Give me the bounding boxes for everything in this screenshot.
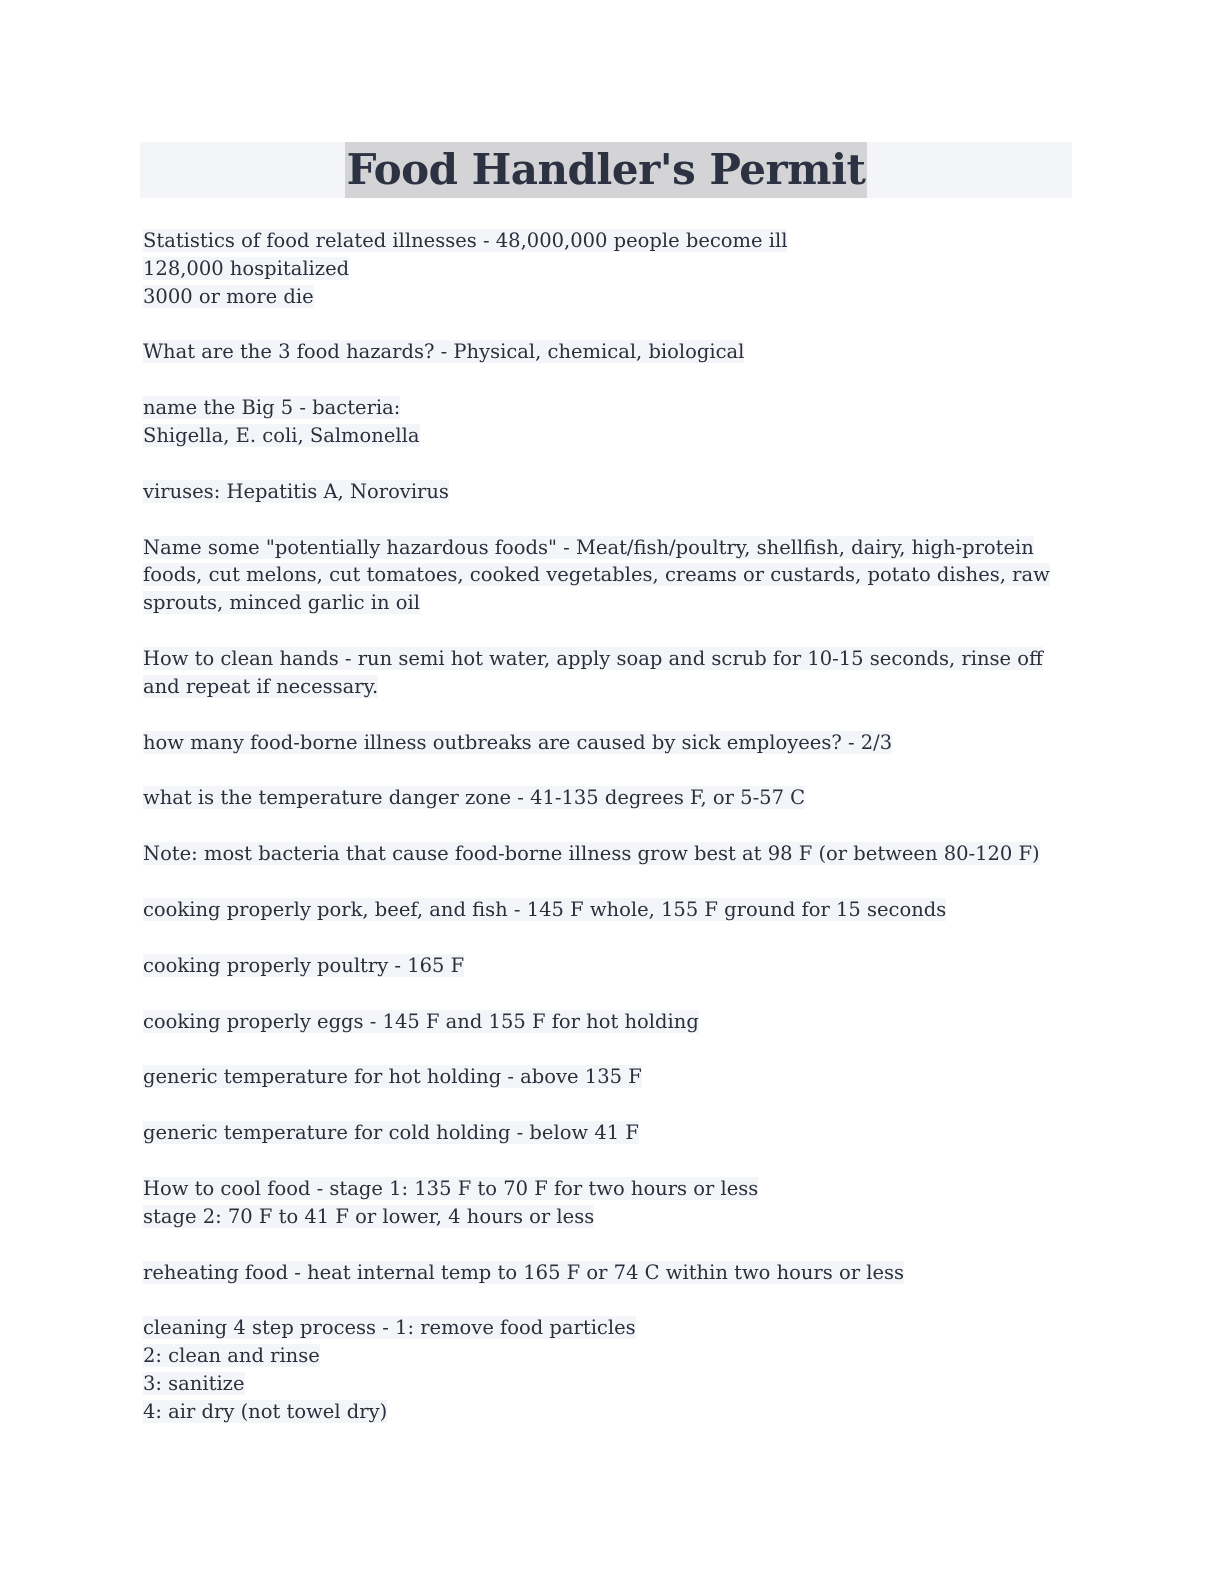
title-band (140, 142, 1072, 198)
flashcard-entry (143, 840, 1075, 868)
flashcard-entry (143, 784, 1075, 812)
flashcard-entry (143, 394, 1075, 450)
flashcard-entry (143, 896, 1075, 924)
entry-line: How to cool food - stage 1: 135 F to 70 F for two hours or less (143, 1176, 759, 1200)
flashcard-entry (143, 729, 1075, 757)
entry-line: how many food-borne illness outbreaks are caused by sick employees? - 2/3 (143, 730, 893, 754)
entry-line: generic temperature for cold holding - below 41 F (143, 1121, 639, 1145)
entry-line: 3: sanitize (143, 1371, 245, 1395)
entry-line: cooking properly poultry - 165 F (143, 953, 465, 977)
entry-line: cleaning 4 step process - 1: remove food particles (143, 1316, 636, 1340)
entry-line: generic temperature for hot holding - above 135 F (143, 1065, 642, 1089)
entry-line: viruses: Hepatitis A, Norovirus (143, 479, 449, 503)
entry-line: 128,000 hospitalized (143, 256, 350, 280)
flashcard-entry (143, 1175, 1075, 1231)
flashcard-entry (143, 952, 1075, 980)
flashcard-list (143, 227, 1075, 1454)
entry-line: cooking properly pork, beef, and fish - 145 F whole, 155 F ground for 15 seconds (143, 897, 947, 921)
entry-line: reheating food - heat internal temp to 165 F or 74 C within two hours or less (143, 1260, 905, 1284)
entry-line: Note: most bacteria that cause food-borne illness grow best at 98 F (or between 80-120 F) (143, 842, 1040, 866)
flashcard-entry (143, 478, 1075, 506)
flashcard-entry (143, 1063, 1075, 1091)
entry-line: stage 2: 70 F to 41 F or lower, 4 hours or less (143, 1204, 595, 1228)
page-title: Food Handler's Permit (345, 142, 868, 198)
flashcard-entry (143, 534, 1075, 617)
entry-line: 4: air dry (not towel dry) (143, 1399, 388, 1423)
flashcard-entry (143, 645, 1075, 701)
entry-line: Shigella, E. coli, Salmonella (143, 423, 420, 447)
entry-line: what is the temperature danger zone - 41-135 degrees F, or 5-57 C (143, 786, 806, 810)
entry-line: name the Big 5 - bacteria: (143, 396, 401, 420)
entry-paragraph: How to clean hands - run semi hot water, apply soap and scrub for 10-15 seconds, rinse off and repeat if necessary. (143, 646, 1043, 698)
flashcard-entry (143, 1119, 1075, 1147)
entry-line: Statistics of food related illnesses - 48,000,000 people become ill (143, 229, 788, 252)
flashcard-entry (143, 1314, 1075, 1425)
entry-line: 2: clean and rinse (143, 1344, 320, 1368)
entry-line: cooking properly eggs - 145 F and 155 F for hot holding (143, 1009, 699, 1033)
entry-paragraph: Name some "potentially hazardous foods" - Meat/fish/poultry, shellfish, dairy, high-protein foods, cut melons, cut tomatoes, cooked vegetables, creams or custards, potato dishes, raw sprouts, minced garlic in oil (143, 535, 1050, 615)
flashcard-entry (143, 1008, 1075, 1036)
flashcard-entry (143, 227, 1075, 310)
entry-line: 3000 or more die (143, 284, 314, 308)
flashcard-entry (143, 1259, 1075, 1287)
entry-line: What are the 3 food hazards? - Physical, chemical, biological (143, 340, 745, 364)
flashcard-entry (143, 338, 1075, 366)
